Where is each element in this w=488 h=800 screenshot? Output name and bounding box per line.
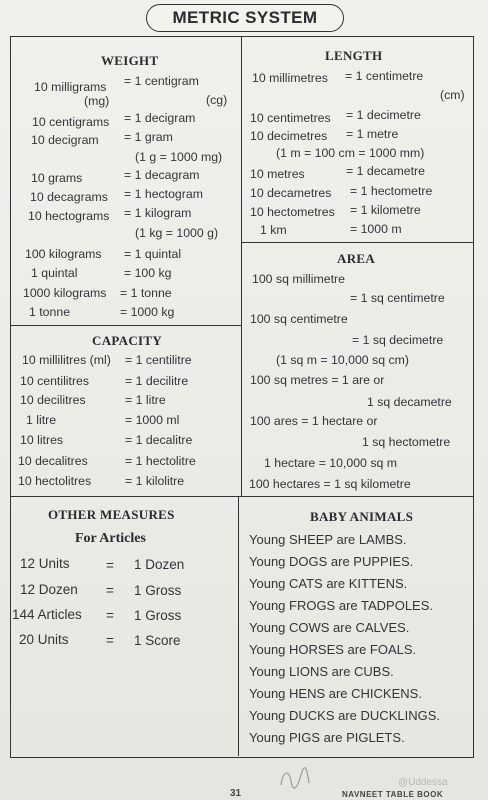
- weight-row-12-left: 1000 kilograms: [23, 286, 107, 300]
- weight-row-8-right: = 1 kilogram: [124, 206, 192, 220]
- divider-weight-capacity: [10, 325, 242, 326]
- weight-heading: WEIGHT: [101, 53, 159, 68]
- baby-animals-item: Young HENS are CHICKENS.: [249, 686, 422, 701]
- area-heading: AREA: [337, 251, 376, 266]
- weight-row-4-right: = 1 gram: [124, 130, 173, 144]
- weight-row-3-left: 10 centigrams: [32, 115, 110, 129]
- length-row-3-right: = 1 decimetre: [346, 108, 421, 122]
- page-title: METRIC SYSTEM: [146, 4, 344, 32]
- area-row-6: 100 sq metres = 1 are or: [250, 373, 385, 387]
- length-row-6-right: = 1 decametre: [346, 164, 425, 178]
- weight-row-6-right: = 1 decagram: [124, 168, 200, 182]
- weight-row-10-left: 100 kilograms: [25, 247, 102, 261]
- other-row-4-eq: =: [106, 633, 114, 648]
- length-row-2-right: (cm): [440, 88, 465, 102]
- other-row-4-left: 20 Units: [19, 632, 69, 647]
- other-row-3-eq: =: [106, 608, 114, 623]
- capacity-row-7-left: 10 hectolitres: [18, 474, 92, 488]
- area-row-10: 1 hectare = 10,000 sq m: [264, 456, 397, 470]
- baby-animals-heading: BABY ANIMALS: [310, 509, 414, 524]
- for-articles-subheading: For Articles: [75, 531, 146, 546]
- length-row-6-left: 10 metres: [250, 167, 305, 181]
- area-row-9: 1 sq hectometre: [362, 435, 451, 449]
- other-row-3-right: 1 Gross: [134, 608, 182, 623]
- length-row-4-right: = 1 metre: [346, 127, 399, 141]
- watermark: @Uddessa: [398, 777, 448, 788]
- baby-animals-item: Young PIGS are PIGLETS.: [249, 730, 405, 745]
- weight-row-7-left: 10 decagrams: [30, 190, 108, 204]
- length-row-3-left: 10 centimetres: [250, 111, 331, 125]
- capacity-row-3-left: 10 decilitres: [20, 393, 86, 407]
- capacity-row-1-left: 10 millilitres (ml): [22, 353, 111, 367]
- capacity-row-6-left: 10 decalitres: [18, 454, 88, 468]
- divider-middle-bottom: [10, 496, 473, 497]
- length-row-9-left: 1 km: [260, 223, 287, 237]
- area-row-7: 1 sq decametre: [367, 395, 452, 409]
- area-row-2: = 1 sq centimetre: [350, 291, 445, 305]
- capacity-row-4-left: 1 litre: [26, 413, 57, 427]
- length-row-9-right: = 1000 m: [350, 222, 402, 236]
- capacity-heading: CAPACITY: [92, 333, 163, 348]
- other-row-4-right: 1 Score: [134, 633, 181, 648]
- capacity-row-4-right: = 1000 ml: [125, 413, 180, 427]
- baby-animals-item: Young CATS are KITTENS.: [249, 576, 408, 591]
- capacity-row-5-right: = 1 decalitre: [125, 433, 193, 447]
- baby-animals-item: Young HORSES are FOALS.: [249, 642, 417, 657]
- area-row-11: 100 hectares = 1 sq kilometre: [249, 477, 411, 491]
- pencil-scribble: [275, 763, 315, 793]
- weight-row-3-right: = 1 decigram: [124, 111, 196, 125]
- weight-row-10-right: = 1 quintal: [124, 247, 182, 261]
- area-row-5: (1 sq m = 10,000 sq cm): [276, 353, 409, 367]
- length-row-8-left: 10 hectometres: [250, 205, 335, 219]
- baby-animals-item: Young DOGS are PUPPIES.: [249, 554, 414, 569]
- weight-row-12-right: = 1 tonne: [120, 286, 172, 300]
- other-row-1-eq: =: [106, 558, 114, 573]
- baby-animals-item: Young DUCKS are DUCKLINGS.: [249, 708, 440, 723]
- weight-row-11-right: = 100 kg: [124, 266, 172, 280]
- other-row-2-right: 1 Gross: [134, 583, 182, 598]
- weight-row-2-right: (cg): [206, 93, 228, 107]
- other-row-1-left: 12 Units: [20, 556, 70, 571]
- area-row-8: 100 ares = 1 hectare or: [250, 414, 378, 428]
- length-row-4-left: 10 decimetres: [250, 129, 328, 143]
- capacity-row-2-right: = 1 decilitre: [125, 374, 189, 388]
- publisher-name: NAVNEET TABLE BOOK: [342, 790, 444, 799]
- length-row-7-left: 10 decametres: [250, 186, 332, 200]
- capacity-row-2-left: 10 centilitres: [20, 374, 90, 388]
- capacity-row-1-right: = 1 centilitre: [125, 353, 192, 367]
- divider-v-bottom: [238, 496, 239, 756]
- weight-row-1-right: = 1 centigram: [124, 74, 199, 88]
- length-row-1-right: = 1 centimetre: [345, 69, 424, 83]
- weight-row-5-right: (1 g = 1000 mg): [135, 150, 223, 164]
- length-row-1-left: 10 millimetres: [252, 71, 328, 85]
- weight-row-13-left: 1 tonne: [29, 305, 71, 319]
- weight-row-6-left: 10 grams: [31, 171, 83, 185]
- baby-animals-item: Young LIONS are CUBS.: [249, 664, 394, 679]
- baby-animals-item: Young SHEEP are LAMBS.: [249, 532, 407, 547]
- weight-row-9-right: (1 kg = 1000 g): [135, 226, 219, 240]
- length-row-7-right: = 1 hectometre: [350, 184, 433, 198]
- weight-row-7-right: = 1 hectogram: [124, 187, 203, 201]
- other-measures-heading: OTHER MEASURES: [48, 507, 175, 522]
- other-row-1-right: 1 Dozen: [134, 557, 185, 572]
- weight-row-8-left: 10 hectograms: [28, 209, 110, 223]
- divider-v-top: [241, 36, 242, 496]
- length-row-5-right: (1 m = 100 cm = 1000 mm): [276, 146, 425, 160]
- baby-animals-item: Young COWS are CALVES.: [249, 620, 410, 635]
- capacity-row-6-right: = 1 hectolitre: [125, 454, 196, 468]
- weight-row-2-left: (mg): [84, 94, 110, 108]
- capacity-row-5-left: 10 litres: [20, 433, 64, 447]
- area-row-1: 100 sq millimetre: [252, 272, 345, 286]
- divider-length-area: [242, 242, 473, 243]
- weight-row-11-left: 1 quintal: [31, 266, 78, 280]
- length-row-8-right: = 1 kilometre: [350, 203, 421, 217]
- weight-row-1-left: 10 milligrams: [34, 80, 107, 94]
- area-row-4: = 1 sq decimetre: [352, 333, 444, 347]
- other-row-2-eq: =: [106, 583, 114, 598]
- page-number: 31: [230, 788, 242, 799]
- capacity-row-3-right: = 1 litre: [125, 393, 166, 407]
- area-row-3: 100 sq centimetre: [250, 312, 348, 326]
- length-heading: LENGTH: [325, 48, 383, 63]
- weight-row-13-right: = 1000 kg: [120, 305, 175, 319]
- other-row-3-left: 144 Articles: [12, 607, 82, 622]
- weight-row-4-left: 10 decigram: [31, 133, 99, 147]
- baby-animals-item: Young FROGS are TADPOLES.: [249, 598, 434, 613]
- other-row-2-left: 12 Dozen: [20, 582, 78, 597]
- capacity-row-7-right: = 1 kilolitre: [125, 474, 185, 488]
